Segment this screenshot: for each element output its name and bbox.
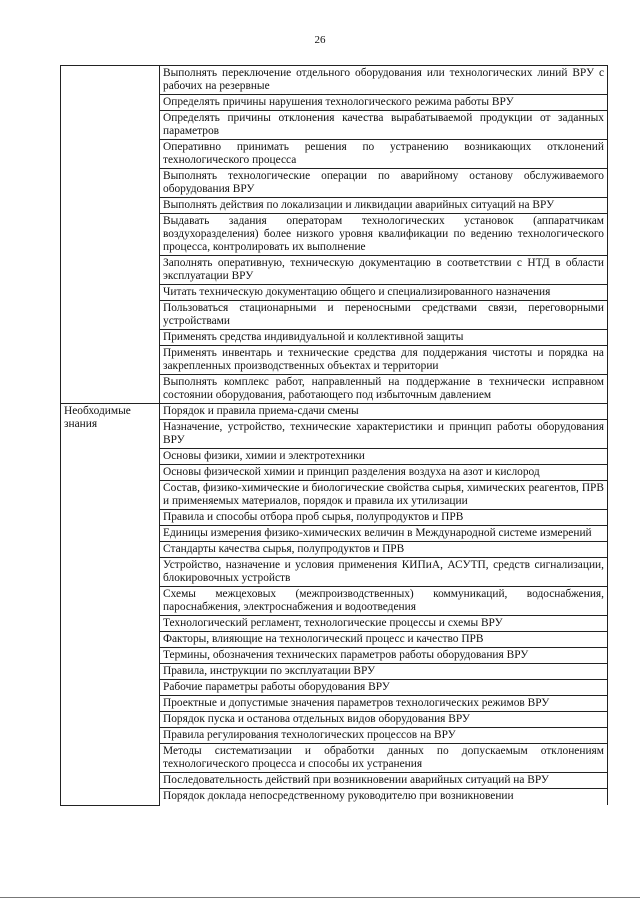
requirement-item: Выполнять переключение отдельного оборудования или технологических линий ВРУ с рабочих на резервные [160,66,608,95]
section-label [61,66,160,404]
requirement-item: Состав, физико-химические и биологические свойства сырья, химических реагентов, ПРВ и применяемых материалов, порядок и правила их утилизации [160,481,608,510]
requirement-item: Правила регулирования технологических процессов на ВРУ [160,728,608,744]
requirement-item: Последовательность действий при возникновении аварийных ситуаций на ВРУ [160,773,608,789]
requirement-item: Пользоваться стационарными и переносными средствами связи, переговорными устройствами [160,301,608,330]
requirement-item: Основы физической химии и принцип разделения воздуха на азот и кислород [160,465,608,481]
requirement-item: Рабочие параметры работы оборудования ВРУ [160,680,608,696]
requirement-item: Основы физики, химии и электротехники [160,449,608,465]
requirement-item: Выполнять комплекс работ, направленный на поддержание в технически исправном состоянии оборудования, работающего под избыточным давлением [160,375,608,404]
requirement-item: Применять средства индивидуальной и коллективной защиты [160,330,608,346]
requirement-item: Проектные и допустимые значения параметров технологических режимов ВРУ [160,696,608,712]
requirement-item: Заполнять оперативную, техническую документацию в соответствии с НТД в области эксплуатации ВРУ [160,256,608,285]
requirement-item: Единицы измерения физико-химических величин в Международной системе измерений [160,526,608,542]
requirement-item: Назначение, устройство, технические характеристики и принцип работы оборудования ВРУ [160,420,608,449]
requirement-item: Термины, обозначения технических параметров работы оборудования ВРУ [160,648,608,664]
requirement-item: Выполнять действия по локализации и ликвидации аварийных ситуаций на ВРУ [160,198,608,214]
requirement-item: Стандарты качества сырья, полупродуктов и ПРВ [160,542,608,558]
requirement-item: Правила, инструкции по эксплуатации ВРУ [160,664,608,680]
page-bottom-edge [0,897,640,898]
requirement-item: Выполнять технологические операции по аварийному останову обслуживаемого оборудования ВРУ [160,169,608,198]
requirement-item: Порядок пуска и останова отдельных видов оборудования ВРУ [160,712,608,728]
requirement-item: Оперативно принимать решения по устранению возникающих отклонений технологического процесса [160,140,608,169]
requirement-item: Устройство, назначение и условия применения КИПиА, АСУТП, средств сигнализации, блокировочных устройств [160,558,608,587]
requirement-item: Технологический регламент, технологические процессы и схемы ВРУ [160,616,608,632]
table-row [61,404,608,420]
requirement-item: Применять инвентарь и технические средства для поддержания чистоты и порядка на закрепленных производственных объектах и территории [160,346,608,375]
requirement-item: Методы систематизации и обработки данных по допускаемым отклонениям технологического процесса и способы их устранения [160,744,608,773]
requirement-item: Правила и способы отбора проб сырья, полупродуктов и ПРВ [160,510,608,526]
requirement-item: Порядок и правила приема-сдачи смены [160,404,608,420]
requirement-item: Определять причины нарушения технологического режима работы ВРУ [160,95,608,111]
requirement-item: Читать техническую документацию общего и специализированного назначения [160,285,608,301]
requirements-table [60,65,608,806]
requirement-item: Определять причины отклонения качества вырабатываемой продукции от заданных параметров [160,111,608,140]
requirement-item: Порядок доклада непосредственному руководителю при возникновении [160,789,608,806]
table-row [61,66,608,95]
requirement-item: Схемы межцеховых (межпроизводственных) коммуникаций, водоснабжения, пароснабжения, электроснабжения и водоотведения [160,587,608,616]
page-number: 26 [314,34,326,46]
requirement-item: Факторы, влияющие на технологический процесс и качество ПРВ [160,632,608,648]
requirement-item: Выдавать задания операторам технологических установок (аппаратчикам воздухоразделения) более низкого уровня квалификации по ведению технологического процесса, контролировать их выполнение [160,214,608,256]
section-label: Необходимые знания [61,404,160,806]
